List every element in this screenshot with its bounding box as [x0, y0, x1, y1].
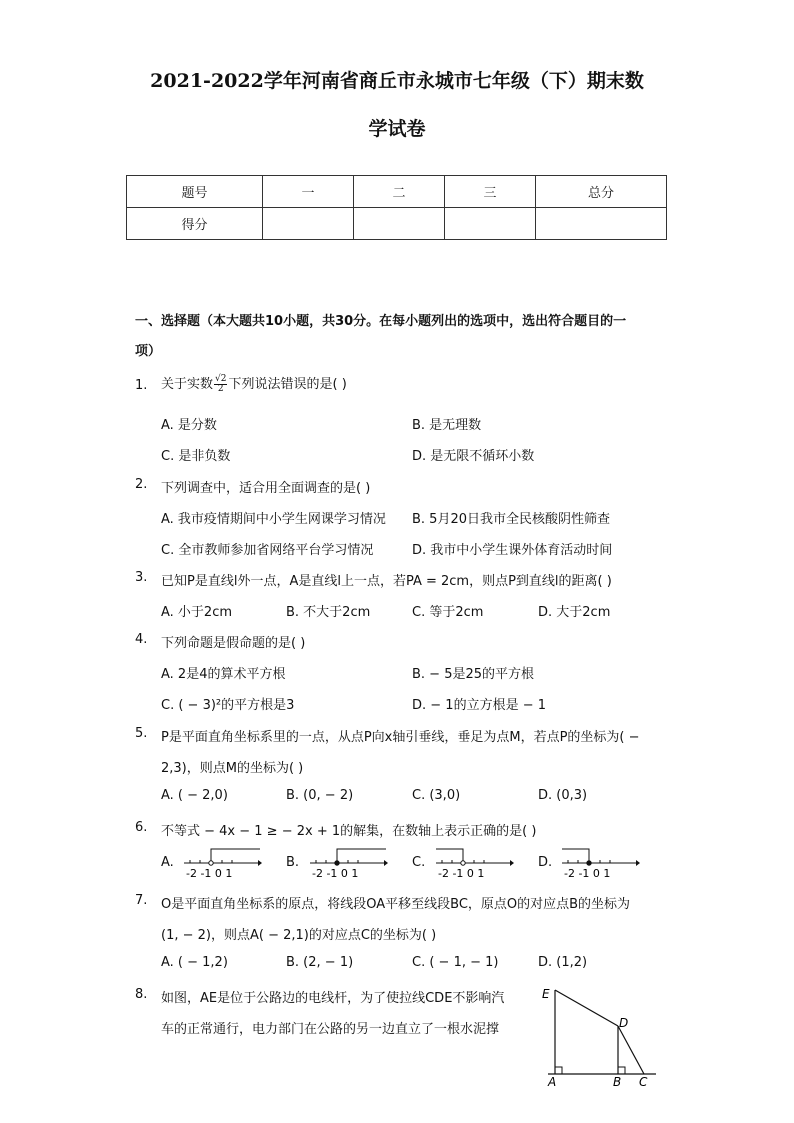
option-a[interactable]: A. 2是4的算术平方根 — [161, 667, 286, 682]
option-a[interactable]: A. 小于2cm — [161, 605, 233, 620]
option-c[interactable]: C. 等于2cm — [412, 605, 484, 620]
question-stem: 不等式 − 4x − 1 ≥ − 2x + 1的解集，在数轴上表示正确的是( ) — [161, 824, 537, 839]
question-number: 6. — [135, 820, 148, 835]
option-b[interactable]: B. 5月20日我市全民核酸阴性筛查 — [412, 512, 610, 527]
question-number: 7. — [135, 893, 148, 908]
score-table — [126, 175, 667, 240]
question-number: 2. — [135, 477, 148, 492]
score-cell — [445, 208, 536, 240]
section-heading-line1: 一、选择题（本大题共10小题，共30分。在每小题列出的选项中，选出符合题目的一 — [135, 314, 627, 329]
fraction — [214, 375, 227, 394]
score-header-cell: 总分 — [536, 176, 667, 208]
option-b[interactable]: B. − 5是25的平方根 — [412, 667, 535, 682]
option-d[interactable]: D. (1,2) — [538, 955, 588, 970]
number-line-c[interactable] — [432, 844, 514, 880]
option-d-letter[interactable]: D. — [538, 855, 553, 870]
question-stem-line2: (1, − 2)，则点A( − 2,1)的对应点C的坐标为( ) — [161, 928, 437, 943]
page-title-line1: 2021-2022学年河南省商丘市永城市七年级（下）期末数 — [150, 70, 644, 92]
option-b[interactable]: B. (2, − 1) — [286, 955, 354, 970]
number-line-b[interactable] — [306, 844, 388, 880]
question-stem — [161, 373, 347, 394]
fraction-denominator: 2 — [217, 384, 224, 394]
score-table-row — [127, 208, 667, 240]
score-header-cell: 二 — [354, 176, 445, 208]
axis-labels: -2 -1 0 1 — [186, 867, 233, 880]
question-stem-line1: 如图，AE是位于公路边的电线杆，为了使拉线CDE不影响汽 — [161, 991, 505, 1006]
option-a[interactable]: A. ( − 1,2) — [161, 955, 228, 970]
option-a[interactable]: A. 是分数 — [161, 418, 217, 433]
label-a: A — [548, 1075, 557, 1089]
option-c[interactable]: C. 是非负数 — [161, 449, 231, 464]
option-c[interactable]: C. ( − 1, − 1) — [412, 955, 499, 970]
option-d[interactable]: D. 我市中小学生课外体育活动时间 — [412, 543, 613, 558]
number-line-a[interactable] — [180, 844, 262, 880]
label-d: D — [619, 1016, 629, 1030]
axis-labels: -2 -1 0 1 — [438, 867, 485, 880]
score-row-label: 得分 — [127, 208, 263, 240]
score-header-cell: 一 — [263, 176, 354, 208]
option-a[interactable]: A. 我市疫情期间中小学生网课学习情况 — [161, 512, 386, 527]
question-stem-line2: 2,3)，则点M的坐标为( ) — [161, 761, 304, 776]
score-header-cell: 三 — [445, 176, 536, 208]
question-stem-line1: P是平面直角坐标系里的一点，从点P向x轴引垂线，垂足为点M，若点P的坐标为( − — [161, 730, 640, 745]
number-line-d[interactable] — [558, 844, 640, 880]
stem-text: 下列说法错误的是( ) — [228, 377, 347, 392]
question-stem: 下列命题是假命题的是( ) — [161, 636, 306, 651]
section-heading-line2: 项） — [135, 344, 162, 359]
pole-figure — [538, 982, 662, 1090]
score-cell — [536, 208, 667, 240]
question-number: 3. — [135, 570, 148, 585]
option-a[interactable]: A. ( − 2,0) — [161, 788, 228, 803]
question-stem-line1: O是平面直角坐标系的原点，将线段OA平移至线段BC，原点O的对应点B的坐标为 — [161, 897, 631, 912]
score-cell — [354, 208, 445, 240]
score-cell — [263, 208, 354, 240]
score-header-cell: 题号 — [127, 176, 263, 208]
option-b-letter[interactable]: B. — [286, 855, 300, 870]
option-b[interactable]: B. 是无理数 — [412, 418, 482, 433]
fraction-numerator: √2 — [215, 374, 227, 384]
option-a-letter[interactable]: A. — [161, 855, 174, 870]
question-number: 1. — [135, 378, 148, 393]
label-c: C — [639, 1075, 648, 1089]
page-title-line2: 学试卷 — [368, 118, 426, 140]
option-c-letter[interactable]: C. — [412, 855, 426, 870]
label-b: B — [613, 1075, 622, 1089]
option-d[interactable]: D. − 1的立方根是 − 1 — [412, 698, 546, 713]
stem-text: 关于实数 — [161, 377, 214, 392]
question-number: 4. — [135, 632, 148, 647]
option-d[interactable]: D. 是无限不循环小数 — [412, 449, 535, 464]
option-b[interactable]: B. (0, − 2) — [286, 788, 354, 803]
axis-labels: -2 -1 0 1 — [564, 867, 611, 880]
question-stem: 下列调查中，适合用全面调查的是( ) — [161, 481, 371, 496]
question-stem: 已知P是直线l外一点，A是直线l上一点，若PA = 2cm，则点P到直线l的距离( ) — [161, 574, 612, 589]
option-b[interactable]: B. 不大于2cm — [286, 605, 371, 620]
option-c[interactable]: C. 全市教师参加省网络平台学习情况 — [161, 543, 374, 558]
question-number: 8. — [135, 987, 148, 1002]
option-d[interactable]: D. 大于2cm — [538, 605, 611, 620]
option-c[interactable]: C. (3,0) — [412, 788, 461, 803]
question-number: 5. — [135, 726, 148, 741]
question-stem-line2: 车的正常通行，电力部门在公路的另一边直立了一根水泥撑 — [161, 1022, 500, 1037]
label-e: E — [542, 987, 550, 1001]
score-table-header-row — [127, 176, 667, 208]
option-c[interactable]: C. ( − 3)²的平方根是3 — [161, 698, 295, 713]
option-d[interactable]: D. (0,3) — [538, 788, 588, 803]
axis-labels: -2 -1 0 1 — [312, 867, 359, 880]
